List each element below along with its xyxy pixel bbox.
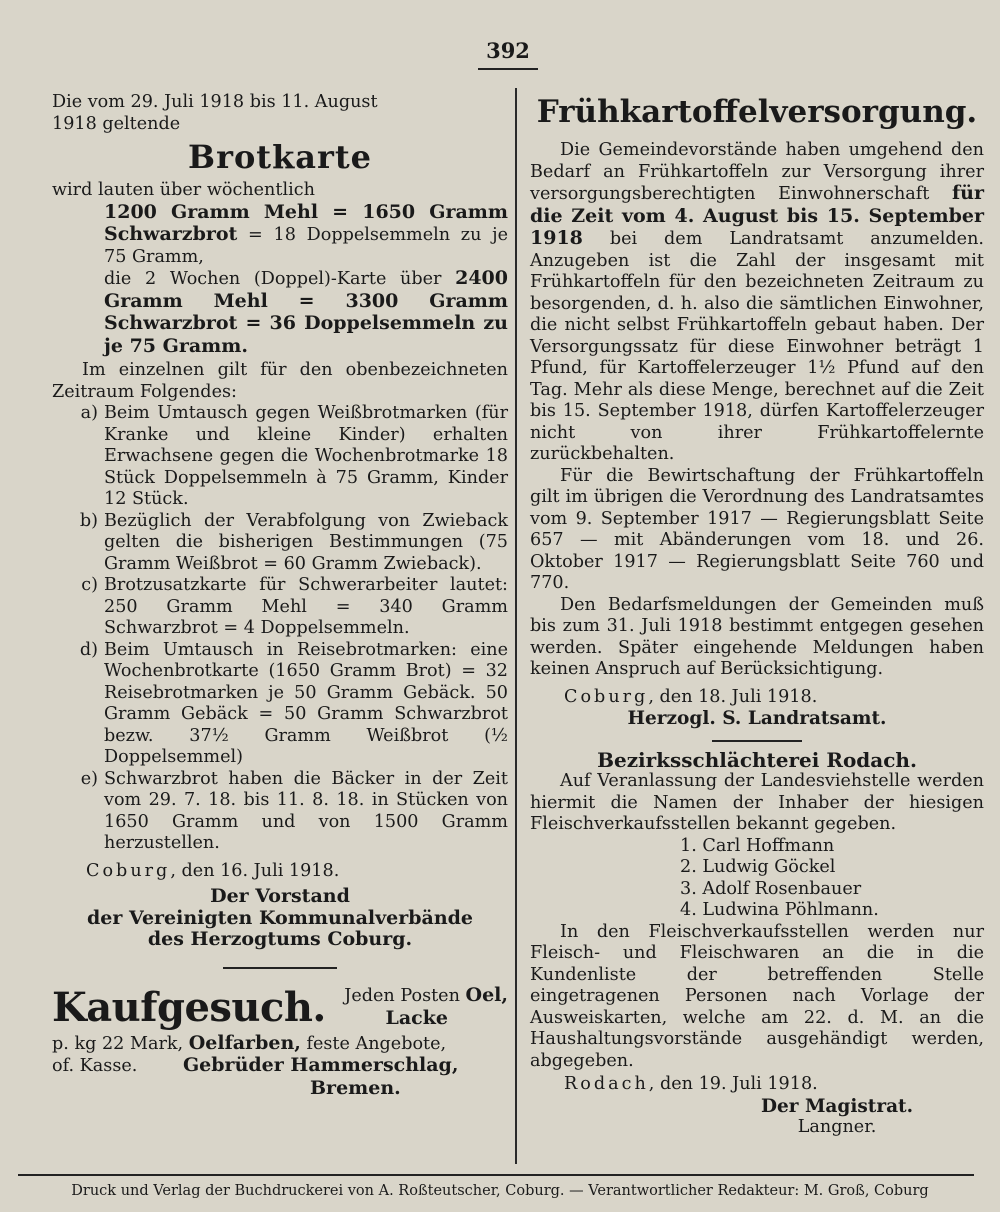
schlaechterei-dateline xyxy=(530,1074,984,1096)
inhaber-4: 4. Ludwina Pöhlmann. xyxy=(680,900,879,920)
item-text: Bezüglich der Verabfolgung von Zwieback gelten die bisherigen Bestimmungen (75 Gramm Weißbrot = 60 Gramm Zwieback). xyxy=(104,510,508,574)
ad-line-4-pre: of. Kasse. xyxy=(52,1056,143,1076)
page-number: 392 xyxy=(486,38,530,63)
section-rule-right xyxy=(712,740,802,742)
brotkarte-line-b-bold: 2400 Gramm Mehl = 3300 Gramm Schwarzbrot = 36 Doppelsemmeln zu je 75 Gramm. xyxy=(104,267,508,357)
item-label: e) xyxy=(80,768,98,789)
ad-line-5-bold: Bremen. xyxy=(310,1076,401,1099)
fruehkartoffel-paragraph-2: Für die Bewirtschaftung der Frühkartoffeln gilt im übrigen die Verordnung des Landratsamtes vom 9. September 1917 — Regierungsblatt Seite 657 — mit Abänderungen vom 18. und 26. Oktober 1917 — Regierungsblatt Seite 760 und 770. xyxy=(530,465,984,593)
brotkarte-item-e xyxy=(52,769,508,855)
ad-top xyxy=(52,983,508,1033)
inhaber-2: 2. Ludwig Göckel xyxy=(680,857,836,877)
brotkarte-signature-2: der Vereinigten Kommunalverbände xyxy=(86,906,474,929)
brotkarte-intro-2: 1918 geltende xyxy=(52,113,181,134)
ad-line-3-bold: Oelfarben, xyxy=(188,1031,301,1054)
right-column xyxy=(530,92,984,1139)
brotkarte-date: , den 16. Juli 1918. xyxy=(170,860,340,881)
fk-p1-b: bei dem Landratsamt anzumelden. Anzugeben ist die Zahl der insgesamt mit Frühkartoffeln für den bezeichneten Zeitraum zu besorgenden, d. h. also die sämtlichen Einwohner, die nicht selbst Frühkartoffeln gebaut haben. Der Versorgungssatz für diese Einwohner beträgt 1 Pfund, für Kartoffelerzeuger 1½ Pfund auf den Tag. Mehr als diese Menge, berechnet auf die Zeit bis 15. September 1918, dürfen Kartoffelerzeuger nicht von ihrer Frühkartoffelernte zurückbehalten. xyxy=(530,229,984,464)
brotkarte-title: Brotkarte xyxy=(188,138,372,176)
brotkarte-line-b xyxy=(52,268,508,358)
item-text: Beim Umtausch in Reisebrotmarken: eine Wochenbrotkarte (1650 Gramm Brot) = 32 Reisebrotmarken je 50 Gramm Gebäck. 50 Gramm Gebäck = 50 Gramm Schwarzbrot bezw. 37½ Gramm Weißbrot (½ Doppelsemmel) xyxy=(104,639,508,767)
brotkarte-dateline xyxy=(52,861,508,883)
item-label: d) xyxy=(79,639,98,660)
fruehkartoffel-title: Frühkartoffelversorgung. xyxy=(536,94,978,130)
item-label: a) xyxy=(80,403,98,423)
item-label: b) xyxy=(79,510,98,531)
ad-line-4 xyxy=(52,1055,508,1078)
brotkarte-wird: wird lauten über wöchentlich xyxy=(52,180,315,200)
brotkarte-line-a-bold: 1200 Gramm Mehl = 1650 Gramm Schwarzbrot xyxy=(104,200,508,245)
column-divider xyxy=(515,88,517,1164)
brotkarte-item-a xyxy=(52,403,508,511)
brotkarte-item-b xyxy=(52,511,508,576)
section-rule xyxy=(223,967,337,969)
ad-line-1-pre: Jeden Posten xyxy=(344,986,466,1006)
ad-line-2 xyxy=(326,1008,508,1031)
fk-p1-a: Die Gemeindevorstände haben umgehend den Bedarf an Frühkartoffeln zur Versorgung ihrer versorgungsberechtigten Einwohnerschaft xyxy=(530,140,984,204)
item-text: Schwarzbrot haben die Bäcker in der Zeit vom 29. 7. 18. bis 11. 8. 18. in Stücken von 1650 Gramm und von 1500 Gramm herzustellen. xyxy=(104,768,508,853)
brotkarte-line-a-rest: = 18 Doppelsemmeln zu je 75 Gramm, xyxy=(104,225,508,267)
ad-line-1 xyxy=(326,985,508,1008)
s2-date: , den 19. Juli 1918. xyxy=(648,1074,818,1094)
inhaber-1: 1. Carl Hoffmann xyxy=(680,835,835,856)
item-text: Brotzusatzkarte für Schwerarbeiter lautet: 250 Gramm Mehl = 340 Gramm Schwarzbrot = 4 Doppelsemmeln. xyxy=(104,575,508,638)
brotkarte-item-c xyxy=(52,575,508,640)
ad-line-5 xyxy=(52,1078,508,1101)
item-label: c) xyxy=(81,575,98,595)
ad-title: Kaufgesuch. xyxy=(52,983,326,1031)
ad-line-2-bold: Lacke xyxy=(385,1006,448,1029)
brotkarte-line-b-pre: die 2 Wochen (Doppel)-Karte über xyxy=(104,269,456,289)
item-text: Beim Umtausch gegen Weißbrotmarken (für Kranke und kleine Kinder) erhalten Erwachsene gegen die Wochenbrotmarke 18 Stück Doppelsemmeln à 75 Gramm, Kinder 12 Stück. xyxy=(104,403,508,509)
fruehkartoffel-paragraph-1 xyxy=(530,140,984,466)
fruehkartoffel-paragraph-3: Den Bedarfsmeldungen der Gemeinden muß bis zum 31. Juli 1918 bestimmt entgegen gesehen werden. Später eingehende Meldungen haben keinen Anspruch auf Berücksichtigung. xyxy=(530,594,984,679)
magistrat-name: Langner. xyxy=(797,1117,877,1137)
fruehkartoffel-dateline xyxy=(530,687,984,709)
imprint-footer: Druck und Verlag der Buchdruckerei von A. Roßteutscher, Coburg. — Verantwortlicher Redakteur: M. Groß, Coburg xyxy=(71,1183,929,1199)
brotkarte-im-einzelnen: Im einzelnen gilt für den obenbezeichneten Zeitraum Folgendes: xyxy=(52,360,508,402)
ad-right-top xyxy=(326,985,508,1030)
fk-p1-bold: für die Zeit vom 4. August bis 15. September 1918 xyxy=(530,182,984,249)
fruehkartoffel-signature: Herzogl. S. Landratsamt. xyxy=(627,708,887,729)
ad-line-3-post: feste Angebote, xyxy=(300,1033,447,1054)
magistrat-signature: Der Magistrat. xyxy=(760,1095,914,1117)
fk-date: , den 18. Juli 1918. xyxy=(648,686,818,707)
s2-place: Rodach xyxy=(564,1074,649,1094)
schlaechterei-title: Bezirksschlächterei Rodach. xyxy=(597,747,917,772)
fk-place: Coburg xyxy=(564,686,649,707)
footer-rule xyxy=(18,1174,974,1176)
inhaber-3: 3. Adolf Rosenbauer xyxy=(680,878,862,899)
ad-line-4-bold: Gebrüder Hammerschlag, xyxy=(182,1054,459,1076)
brotkarte-line-a xyxy=(52,202,508,269)
ad-line-3 xyxy=(52,1033,508,1056)
left-column xyxy=(52,92,508,1100)
brotkarte-intro-1: Die vom 29. Juli 1918 bis 11. August xyxy=(52,92,378,112)
ad-line-1-bold: Oel, xyxy=(465,984,508,1006)
brotkarte-signature-1: Der Vorstand xyxy=(210,885,350,907)
kaufgesuch-ad xyxy=(52,983,508,1101)
brotkarte-signature-3: des Herzogtums Coburg. xyxy=(147,928,413,950)
brotkarte-item-d xyxy=(52,640,508,769)
ad-line-3-pre: p. kg 22 Mark, xyxy=(52,1033,189,1054)
schlaechterei-paragraph-2: In den Fleischverkaufsstellen werden nur Fleisch- und Fleischwaren an die in die Kundenliste der betreffenden Stelle eingetragenen Personen nach Vorlage der Ausweiskarten, welche am 22. d. M. an die Haushaltungsvorstände ausgehändigt werden, abgegeben. xyxy=(530,921,984,1071)
page-number-rule xyxy=(478,68,538,70)
brotkarte-place: Coburg xyxy=(86,860,171,881)
schlaechterei-paragraph-1: Auf Veranlassung der Landesviehstelle werden hiermit die Namen der Inhaber der hiesigen Fleischverkaufsstellen bekannt gegeben. xyxy=(530,771,984,834)
